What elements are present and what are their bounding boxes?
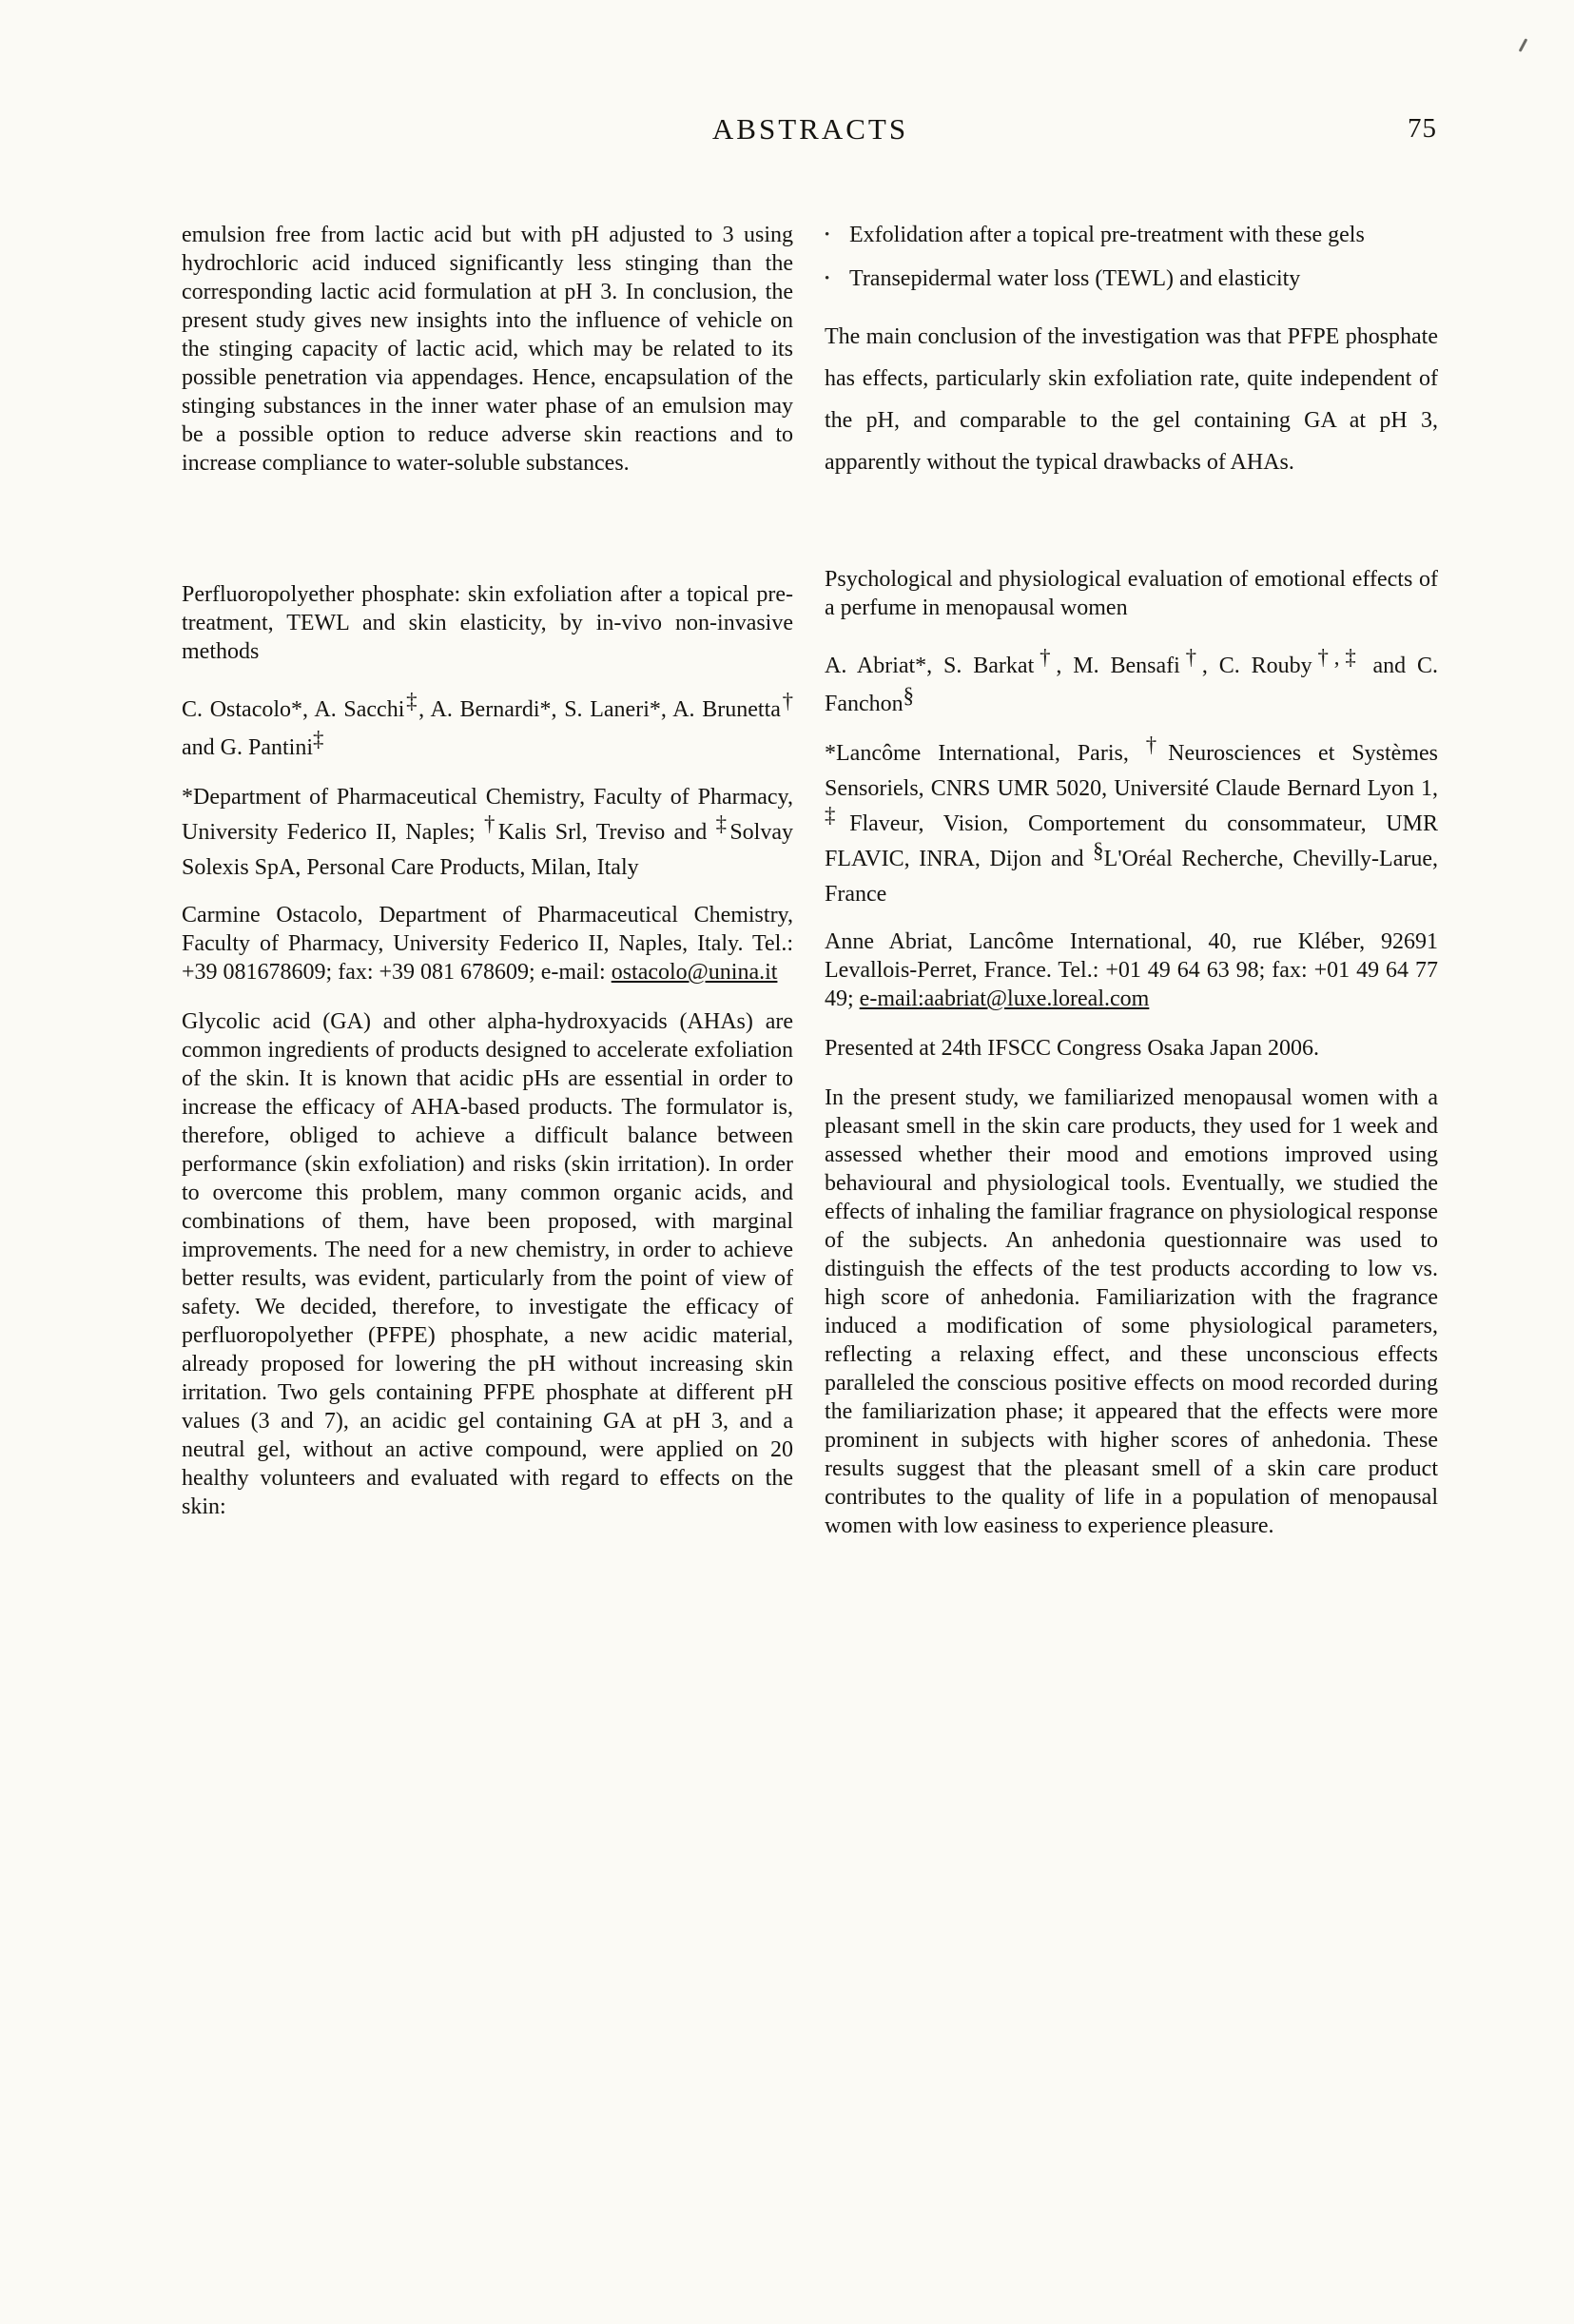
abstract2-presented-note: Presented at 24th IFSCC Congress Osaka Japan 2006. <box>825 1036 1319 1061</box>
affiliation-marker-dagger: † <box>780 689 793 713</box>
abstract1-authors <box>182 691 793 767</box>
email-link: e-mail:aabriat@luxe.loreal.com <box>859 986 1150 1011</box>
affiliation-marker-double-dagger: ‡ <box>715 811 730 836</box>
affiliation-text: Flaveur, Vision, Comportement du consommateur, UMR FLAVIC, INRA, Dijon and <box>825 811 1438 871</box>
results-bullet-list <box>825 221 1438 293</box>
affiliation-marker-dagger: † <box>1179 645 1202 670</box>
abstract2-authors <box>825 647 1438 723</box>
bullet-list-item <box>825 264 1438 293</box>
bullet-item-text: Exfolidation after a topical pre-treatment with these gels <box>849 223 1365 247</box>
affiliation-text: L'Oréal Recherche, Chevilly-Larue, France <box>825 847 1439 907</box>
abstract2-body: In the present study, we familiarized menopausal women with a pleasant smell in the skin care products, they used for 1 week and assessed whether their mood and emotions improved using behavioural and physiological tools. Eventually, we studied the effects of inhaling the familiar fragrance on physiological response of the subjects. An anhedonia questionnaire was used to distinguish the effects of the test products according to low vs. high score of anhedonia. Familiarization with the fragrance induced a modification of some physiological parameters, reflecting a relaxing effect, and these unconscious effects paralleled the conscious positive effects on mood recorded during the familiarization phase; it appeared that the effects were more prominent in subjects with higher scores of anhedonia. These results suggest that the pleasant smell of a skin care product contributes to the quality of life in a population of menopausal women with low easiness to experience pleasure. <box>825 1085 1438 1538</box>
affiliation-marker-double-dagger: ‡ <box>313 727 324 752</box>
affiliation-marker-double-dagger: ‡ <box>404 689 419 713</box>
authors-text: , M. Bensafi <box>1056 654 1180 678</box>
affiliation-text: Neurosciences et Systèmes Sensoriels, CNRS UMR 5020, Université Claude Bernard Lyon 1, <box>825 741 1438 801</box>
bullet-list-item <box>825 221 1438 249</box>
conclusion-paragraph: The main conclusion of the investigation was that PFPE phosphate has effects, particularly skin exfoliation rate, quite independent of the pH, and comparable to the gel containing GA at pH 3, apparently without the typical drawbacks of AHAs. <box>825 324 1438 475</box>
bullet-item-text: Transepidermal water loss (TEWL) and elasticity <box>849 266 1301 291</box>
scan-artifact-mark <box>1519 38 1528 52</box>
authors-text: C. Ostacolo*, A. Sacchi <box>182 697 405 722</box>
affiliation-marker-dagger: † <box>484 811 498 836</box>
authors-text: and G. Pantini <box>182 735 313 760</box>
bullet-dot-icon <box>825 264 849 293</box>
affiliation-marker-section: § <box>1093 838 1104 863</box>
abstract2-correspondence <box>825 928 1438 1013</box>
authors-text: , A. Bernardi*, S. Laneri*, A. Brunetta <box>418 697 781 722</box>
affiliation-marker-dagger: † <box>1145 732 1169 757</box>
affiliation-marker-dagger-double-dagger: †,‡ <box>1312 645 1362 670</box>
page-title: ABSTRACTS <box>711 112 909 146</box>
correspondence-text: Anne Abriat, Lancôme International, 40, rue Kléber, 92691 Levallois-Perret, France. Tel.: +01 49 64 63 98; fax: +01 49 64 77 49; <box>825 929 1438 1011</box>
authors-text: , C. Rouby <box>1201 654 1312 678</box>
affiliation-text: *Lancôme International, Paris, <box>825 741 1146 766</box>
affiliation-marker-double-dagger: ‡ <box>825 803 850 828</box>
affiliation-marker-dagger: † <box>1034 645 1057 670</box>
abstract1-title: Perfluoropolyether phosphate: skin exfoliation after a topical pre-treatment, TEWL and skin elasticity, by in-vivo non-invasive methods <box>182 582 793 664</box>
abstract2-affiliations <box>825 732 1439 912</box>
affiliation-marker-section: § <box>903 683 915 708</box>
abstract1-correspondence <box>182 901 793 986</box>
email-link: ostacolo@unina.it <box>611 960 778 985</box>
page-header <box>182 112 1439 146</box>
abstract2-title: Psychological and physiological evaluation of emotional effects of a perfume in menopausal women <box>825 567 1438 620</box>
continuation-paragraph: emulsion free from lactic acid but with pH adjusted to 3 using hydrochloric acid induced significantly less stinging than the corresponding lactic acid formulation at pH 3. In conclusion, the present study gives new insights into the influence of vehicle on the stinging capacity of lactic acid, which may be related to its possible penetration via appendages. Hence, encapsulation of the stinging substances in the inner water phase of an emulsion may be a possible option to reduce adverse skin reactions and to increase compliance to water-soluble substances. <box>182 223 793 476</box>
bullet-dot-icon <box>825 221 849 249</box>
abstract1-affiliations <box>182 780 793 886</box>
abstract1-body: Glycolic acid (GA) and other alpha-hydroxyacids (AHAs) are common ingredients of products designed to accelerate exfoliation of the skin. It is known that acidic pHs are essential in order to increase the efficacy of AHA-based products. The formulator is, therefore, obliged to achieve a difficult balance between performance (skin exfoliation) and risks (skin irritation). In order to overcome this problem, many common organic acids, and combinations of them, have been proposed, with marginal improvements. The need for a new chemistry, in order to achieve better results, was evident, particularly from the point of view of safety. We decided, therefore, to investigate the efficacy of perfluoropolyether (PFPE) phosphate, a new acidic material, already proposed for lowering the pH without increasing skin irritation. Two gels containing PFPE phosphate at different pH values (3 and 7), an acidic gel containing GA at pH 3, and a neutral gel, without an active compound, were applied on 20 healthy volunteers and evaluated with regard to effects on the skin: <box>182 1009 793 1519</box>
right-column <box>825 221 1438 1540</box>
affiliation-text: *Department of Pharmaceutical Chemistry, Faculty of Pharmacy, University Federico II, Naples; <box>182 785 793 845</box>
page-number: 75 <box>1408 113 1437 144</box>
authors-text: A. Abriat*, S. Barkat <box>825 654 1035 678</box>
correspondence-text: Carmine Ostacolo, Department of Pharmaceutical Chemistry, Faculty of Pharmacy, University Federico II, Naples, Italy. Tel.: +39 081678609; fax: +39 081 678609; e-mail: <box>182 903 793 985</box>
authors-text: and C. Fanchon <box>825 654 1439 716</box>
affiliation-text: Kalis Srl, Treviso and <box>497 820 716 845</box>
left-column <box>182 221 793 1521</box>
affiliation-text: Solvay Solexis SpA, Personal Care Products, Milan, Italy <box>182 820 793 880</box>
